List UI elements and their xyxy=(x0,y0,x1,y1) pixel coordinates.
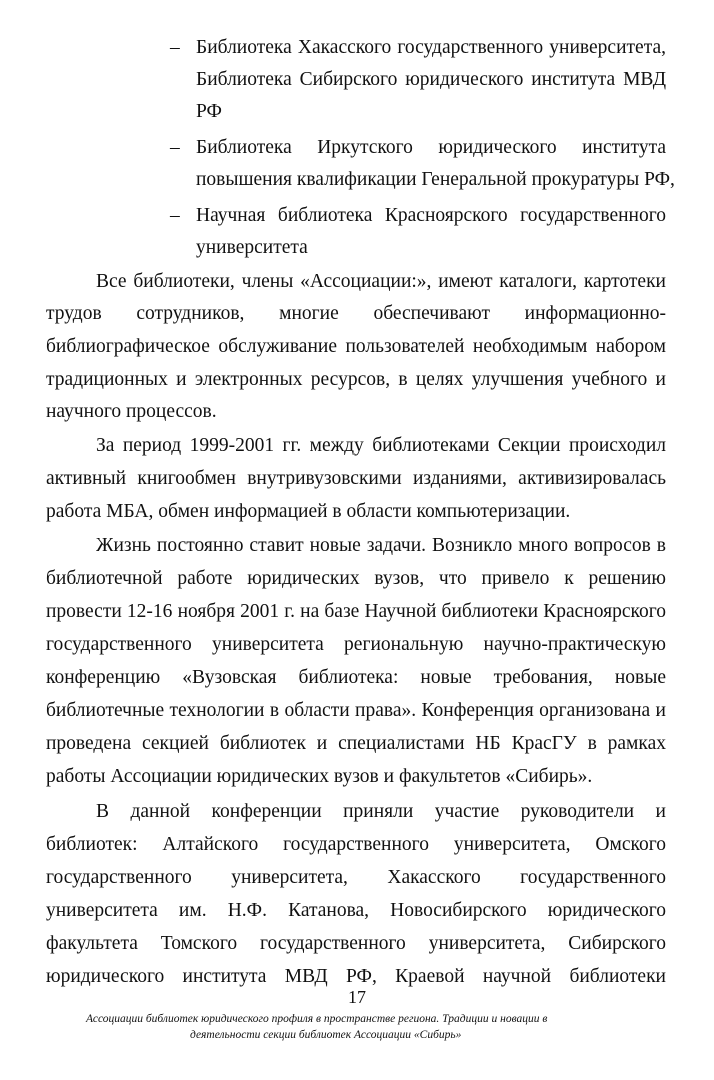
paragraph-line: университета им. Н.Ф. Катанова, Новосибирского юридического xyxy=(46,900,666,921)
list-item-line: повышения квалификации Генеральной прокуратуры РФ, xyxy=(196,169,675,190)
paragraph-line: проведена секцией библиотек и специалистами НБ КрасГУ в рамках xyxy=(46,733,666,754)
list-item-line: Библиотека Сибирского юридического института МВД xyxy=(196,69,666,90)
paragraph-line: юридического института МВД РФ, Краевой научной библиотеки xyxy=(46,966,666,987)
list-item-line: университета xyxy=(196,237,308,258)
footer-line: Ассоциации библиотек юридического профиля в пространстве региона. Традиции и новации в xyxy=(86,1013,548,1025)
paragraph-line: традиционных и электронных ресурсов, в целях улучшения учебного и xyxy=(46,369,666,390)
paragraph-line: библиотечные технологии в области права». Конференция организована и xyxy=(46,700,666,721)
paragraph-line: факультета Томского государственного университета, Сибирского xyxy=(46,933,666,954)
paragraph-line: библиотек: Алтайского государственного университета, Омского xyxy=(46,834,666,855)
paragraph-line: государственного университета региональную научно-практическую xyxy=(46,634,666,655)
page-number: 17 xyxy=(348,987,366,1007)
paragraph-line: библиографическое обслуживание пользователей необходимым набором xyxy=(46,336,666,357)
paragraph-line: трудов сотрудников, многие обеспечивают информационно- xyxy=(46,303,666,324)
paragraph-line: активный книгообмен внутривузовскими изданиями, активизировалась xyxy=(46,468,666,489)
list-item-line: РФ xyxy=(196,101,222,122)
list-item-line: Библиотека Хакасского государственного университета, xyxy=(196,37,666,58)
list-marker: – xyxy=(170,37,180,58)
paragraph-line: Все библиотеки, члены «Ассоциации:», имеют каталоги, картотеки xyxy=(96,271,666,292)
paragraph-line: государственного университета, Хакасского государственного xyxy=(46,867,666,888)
paragraph-line: научного процессов. xyxy=(46,401,217,422)
paragraph-line: провести 12-16 ноября 2001 г. на базе Научной библиотеки Красноярского xyxy=(46,601,666,622)
paragraph-line: библиотечной работе юридических вузов, что привело к решению xyxy=(46,568,666,589)
paragraph-line: работы Ассоциации юридических вузов и факультетов «Сибирь». xyxy=(46,766,593,787)
paragraph-line: работа МБА, обмен информацией в области компьютеризации. xyxy=(46,501,571,522)
list-marker: – xyxy=(170,205,180,226)
list-item-line: Библиотека Иркутского юридического института xyxy=(196,137,666,158)
paragraph-line: В данной конференции приняли участие руководители и xyxy=(96,801,666,822)
list-item-line: Научная библиотека Красноярского государственного xyxy=(196,205,666,226)
paragraph-line: Жизнь постоянно ставит новые задачи. Возникло много вопросов в xyxy=(96,535,666,556)
paragraph-line: За период 1999-2001 гг. между библиотеками Секции происходил xyxy=(96,435,666,456)
paragraph-line: конференцию «Вузовская библиотека: новые требования, новые xyxy=(46,667,666,688)
list-marker: – xyxy=(170,137,180,158)
footer-line: деятельности секции библиотек Ассоциации «Сибирь» xyxy=(190,1029,462,1041)
